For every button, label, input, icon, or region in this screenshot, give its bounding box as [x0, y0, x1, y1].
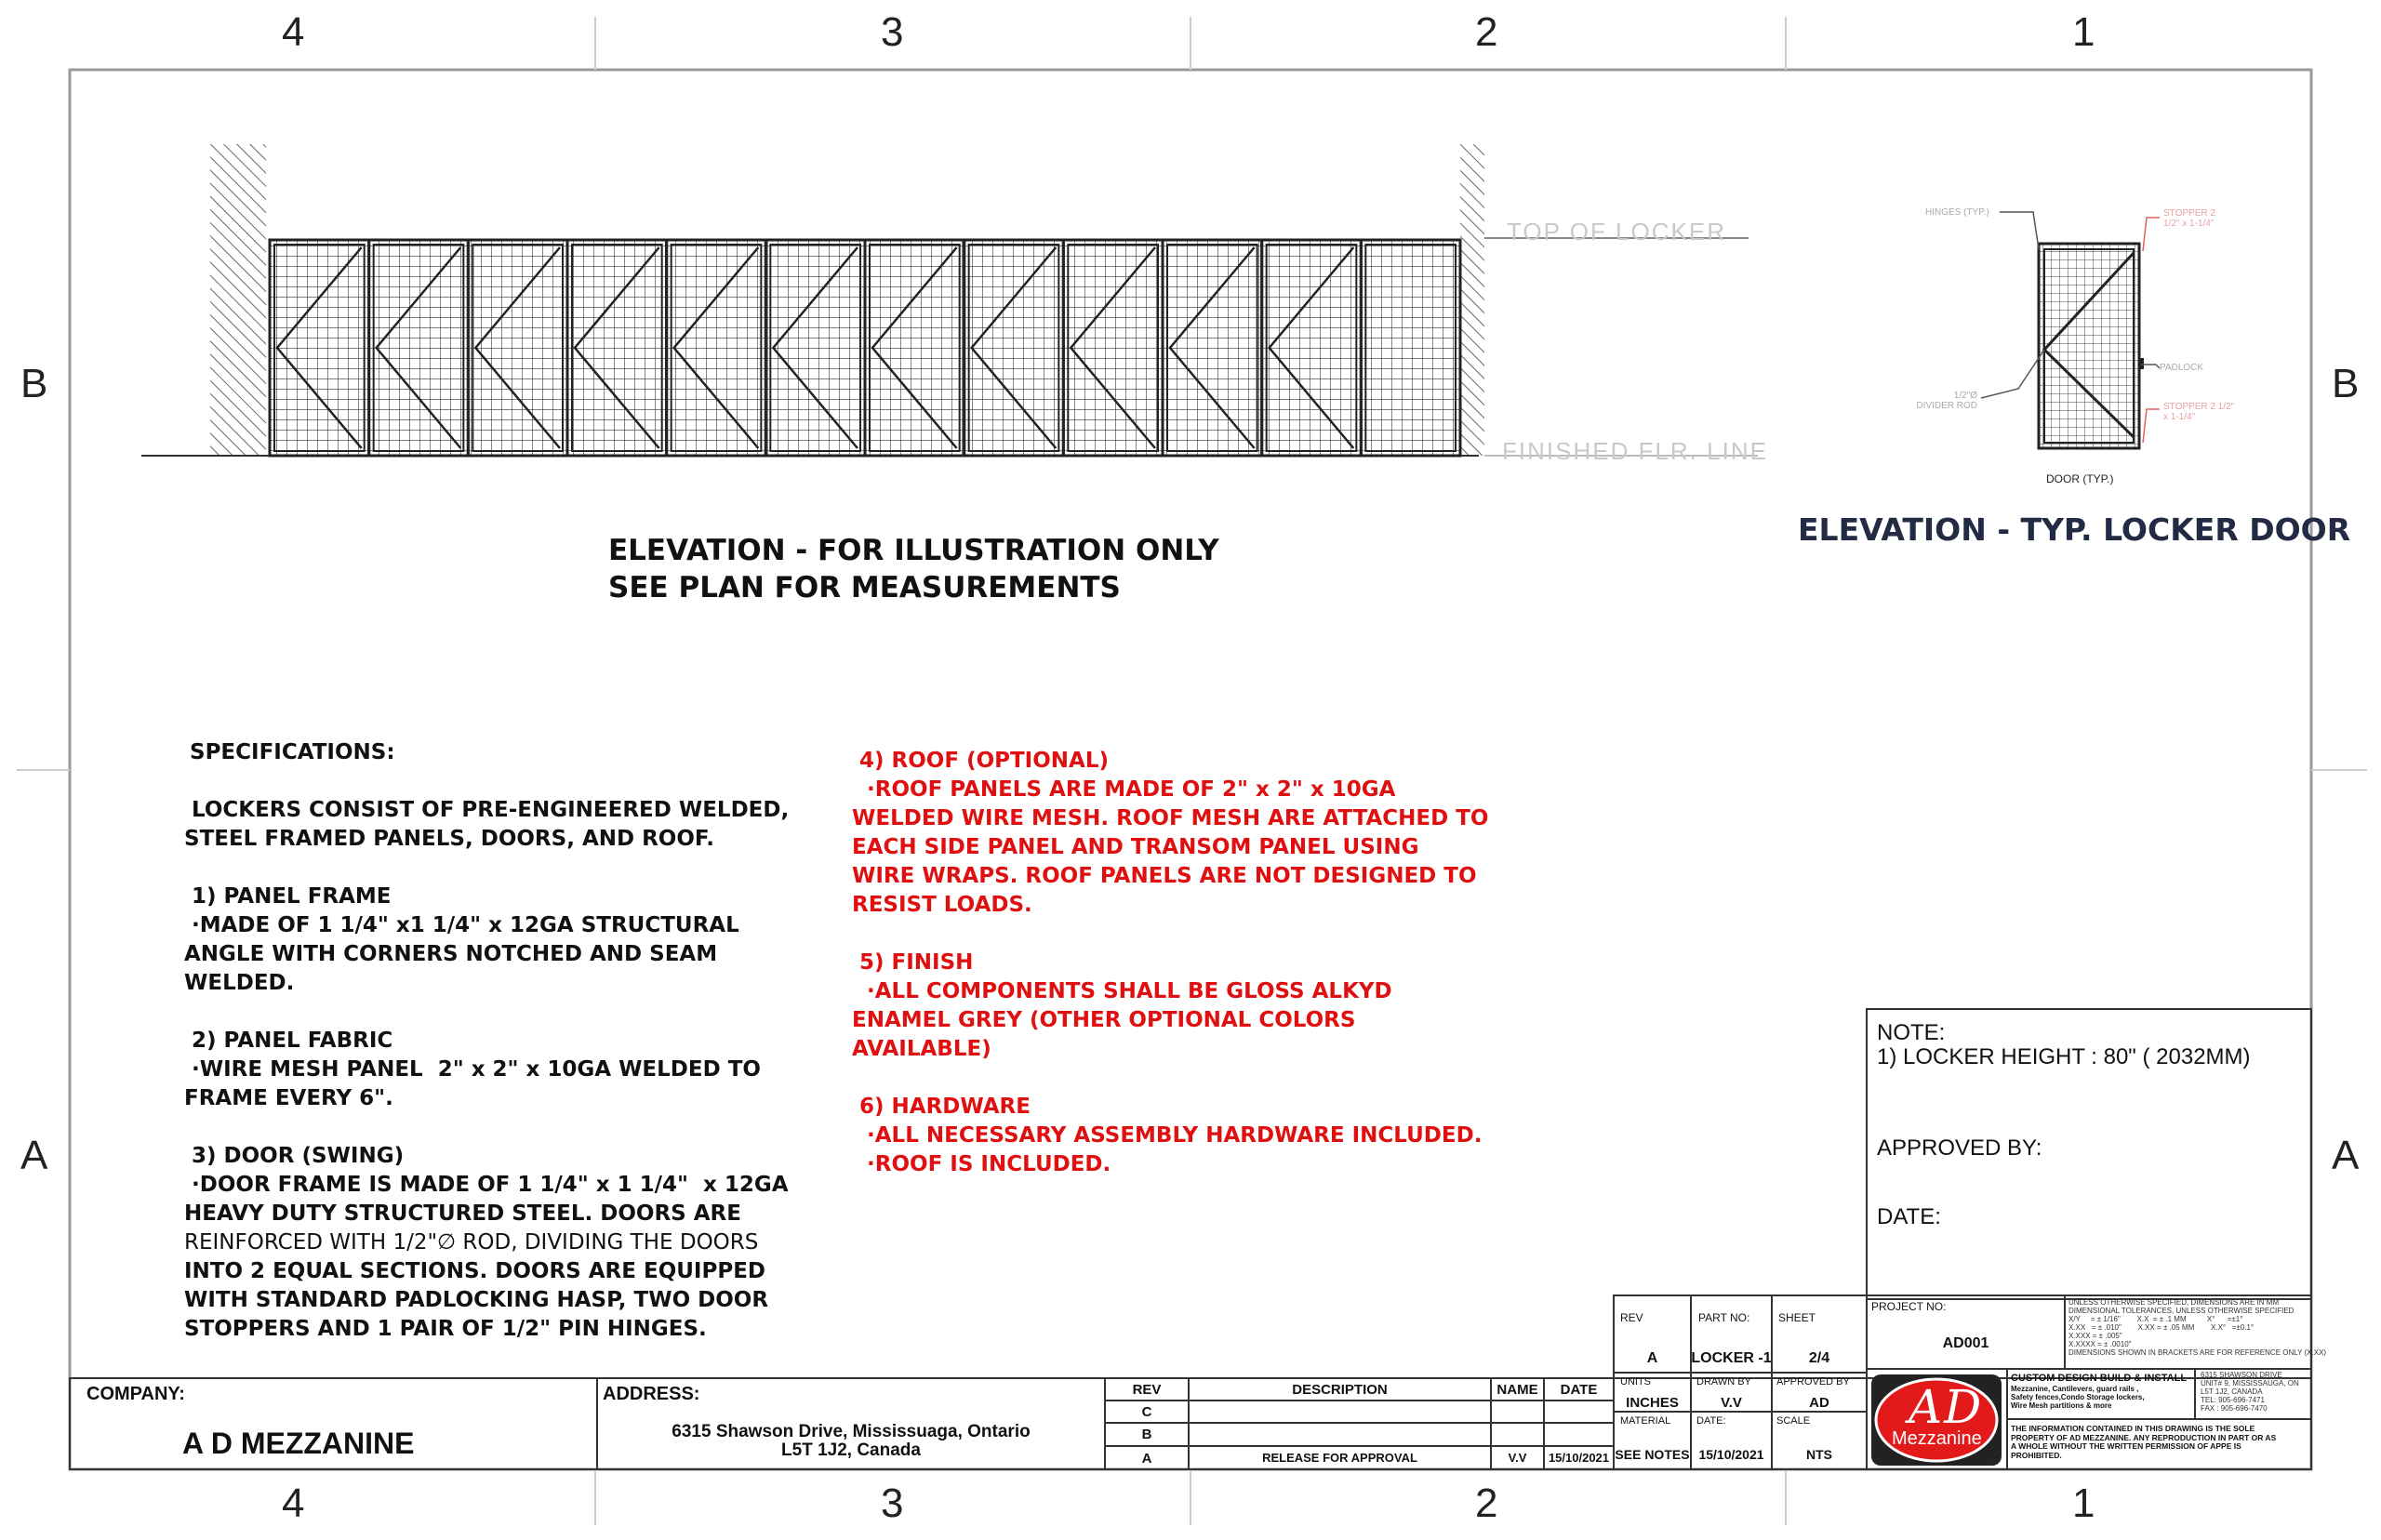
spec-4-line3: EACH SIDE PANEL AND TRANSOM PANEL USING	[852, 835, 1419, 859]
rev-c: C	[1141, 1404, 1152, 1420]
firm-address	[2201, 1371, 2299, 1413]
units-value: INCHES	[1626, 1395, 1679, 1411]
rev-value: A	[1646, 1350, 1658, 1366]
firm-services	[2011, 1373, 2187, 1410]
divider-rod-label	[1912, 391, 1977, 411]
drawn-by-value: V.V	[1721, 1395, 1742, 1411]
locker-panel	[964, 240, 1064, 456]
stopper-top-line2: 1/2" x 1-1/4"	[2163, 219, 2215, 229]
scale-value: NTS	[1806, 1447, 1832, 1462]
firm-address-line-5: FAX : 905-696-7470	[2201, 1404, 2268, 1413]
rev-a-name: V.V	[1508, 1451, 1527, 1465]
ownership-disclaimer	[2011, 1425, 2276, 1460]
locker-panel	[667, 240, 766, 456]
tolerance-line-1: UNLESS OTHERWISE SPECIFIED, DIMENSIONS ARE IN MM	[2068, 1298, 2280, 1307]
spec-2-line1: ·WIRE MESH PANEL 2" x 2" x 10GA WELDED TO	[184, 1057, 761, 1082]
spec-5-line3: AVAILABLE)	[852, 1037, 991, 1061]
project-no-label: PROJECT NO:	[1871, 1300, 1947, 1313]
spec-intro-1: LOCKERS CONSIST OF PRE-ENGINEERED WELDED,	[184, 798, 790, 822]
zone-label-b-left: B	[20, 361, 48, 406]
address-label: ADDRESS:	[603, 1384, 700, 1404]
elevation-title-line2: SEE PLAN FOR MEASUREMENTS	[608, 571, 1121, 604]
rev-a-description: RELEASE FOR APPROVAL	[1262, 1451, 1417, 1465]
zone-label-4-bottom: 4	[282, 1480, 305, 1526]
rev-table-header-name: NAME	[1496, 1382, 1538, 1398]
units-label: UNITS	[1620, 1376, 1651, 1387]
spec-6-line1: ·ALL NECESSARY ASSEMBLY HARDWARE INCLUDED.	[852, 1123, 1483, 1148]
tolerance-line-4: X.XX = ± .010" X.XX = ± .05 MM X.X° =±0.1°	[2068, 1323, 2255, 1332]
firm-address-line-4: TEL: 905-696-7471	[2201, 1396, 2265, 1404]
divider-rod-line1: 1/2"Ø	[1953, 391, 1977, 401]
tolerance-block	[2068, 1298, 2326, 1357]
locker-panel	[270, 240, 369, 456]
spec-1-line2: ANGLE WITH CORNERS NOTCHED AND SEAM	[184, 942, 718, 966]
spec-3-title: 3) DOOR (SWING)	[184, 1144, 405, 1168]
part-no-label: PART NO:	[1698, 1311, 1750, 1324]
project-no-value: AD001	[1942, 1335, 1989, 1351]
address-line-1: 6315 Shawson Drive, Mississuaga, Ontario	[672, 1422, 1031, 1441]
rev-label: REV	[1620, 1311, 1643, 1324]
spec-5-line2: ENAMEL GREY (OTHER OPTIONAL COLORS	[852, 1008, 1356, 1032]
approval-date-label: DATE:	[1877, 1204, 1941, 1229]
scale-label: SCALE	[1776, 1415, 1811, 1427]
company-address	[597, 1423, 1105, 1460]
spec-1-line1: ·MADE OF 1 1/4" x1 1/4" x 12GA STRUCTURAL	[184, 913, 739, 937]
spec-3-line4: INTO 2 EQUAL SECTIONS. DOORS ARE EQUIPPED	[184, 1259, 765, 1283]
stopper-bottom-line2: x 1-1/4"	[2163, 412, 2196, 422]
date-value: 15/10/2021	[1698, 1447, 1764, 1462]
spec-3-line6: STOPPERS AND 1 PAIR OF 1/2" PIN HINGES.	[184, 1317, 707, 1341]
tolerance-line-6: X.XXXX = ± .0010"	[2068, 1340, 2132, 1348]
spec-1-title: 1) PANEL FRAME	[184, 884, 392, 909]
spec-1-line3: WELDED.	[184, 971, 295, 995]
rev-a-date: 15/10/2021	[1548, 1451, 1610, 1465]
right-wall-hatch	[1460, 144, 1484, 456]
sheet-label: SHEET	[1778, 1311, 1816, 1324]
date-label: DATE:	[1696, 1415, 1726, 1427]
spec-3-line5: WITH STANDARD PADLOCKING HASP, TWO DOOR	[184, 1288, 769, 1312]
locker-panel	[468, 240, 567, 456]
part-no-value: LOCKER -1	[1691, 1350, 1772, 1366]
address-line-2: L5T 1J2, Canada	[781, 1440, 921, 1460]
spec-5-title: 5) FINISH	[852, 950, 974, 975]
drawn-by-label: DRAWN BY	[1696, 1376, 1751, 1387]
zone-label-3-bottom: 3	[881, 1480, 904, 1526]
elevation-title-line1: ELEVATION - FOR ILLUSTRATION ONLY	[608, 534, 1219, 567]
locker-panel	[1262, 240, 1362, 456]
typical-door-drawing	[1981, 212, 2160, 448]
padlock-label: PADLOCK	[2160, 363, 2204, 373]
tolerance-line-7: DIMENSIONS SHOWN IN BRACKETS ARE FOR REFERENCE ONLY (X.XX)	[2068, 1348, 2327, 1357]
rev-table-header-rev: REV	[1132, 1382, 1162, 1398]
locker-panel	[765, 240, 865, 456]
spec-4-line4: WIRE WRAPS. ROOF PANELS ARE NOT DESIGNED TO	[852, 864, 1477, 888]
zone-label-1-top: 1	[2072, 9, 2095, 55]
finished-floor-label: FINISHED FLR. LINE	[1502, 437, 1768, 465]
company-label: COMPANY:	[86, 1384, 185, 1404]
elevation-title	[608, 532, 1219, 606]
hinges-label: HINGES (TYP.)	[1925, 207, 1989, 218]
zone-label-1-bottom: 1	[2072, 1480, 2095, 1526]
approved-by-value: AD	[1809, 1395, 1829, 1411]
approved-by-label: APPROVED BY:	[1877, 1135, 2042, 1161]
firm-services-line-3: Wire Mesh partitions & more	[2011, 1401, 2112, 1410]
firm-services-line-2: Safety fences,Condo Storage lockers,	[2011, 1393, 2145, 1401]
note-heading: NOTE:	[1877, 1020, 1946, 1045]
left-wall-hatch	[210, 144, 266, 456]
tolerance-line-2: DIMENSIONAL TOLERANCES, UNLESS OTHERWISE SPECIFIED	[2068, 1307, 2295, 1315]
approved-by-header: APPROVED BY	[1776, 1376, 1850, 1387]
spec-3-line3: REINFORCED WITH 1/2"∅ ROD, DIVIDING THE DOORS	[184, 1230, 759, 1255]
material-value: SEE NOTES	[1615, 1447, 1690, 1462]
disclaimer-line-3: A WHOLE WITHOUT THE WRITTEN PERMISSION OF APPE IS	[2011, 1441, 2241, 1451]
spec-2-line2: FRAME EVERY 6".	[184, 1086, 393, 1110]
zone-label-2-bottom: 2	[1475, 1480, 1498, 1526]
rev-a: A	[1141, 1451, 1152, 1467]
spec-4-line1: ·ROOF PANELS ARE MADE OF 2" x 2" x 10GA	[852, 777, 1396, 802]
logo-ad-text: AD	[1909, 1380, 1984, 1434]
locker-panel	[369, 240, 469, 456]
firm-address-line-2: UNIT# 9, MISSISSAUGA, ON	[2201, 1379, 2299, 1387]
locker-panel	[1163, 240, 1262, 456]
spec-4-line5: RESIST LOADS.	[852, 893, 1032, 917]
stopper-top-label	[2163, 208, 2215, 229]
disclaimer-line-4: PROHIBITED.	[2011, 1450, 2062, 1460]
locker-panel	[1063, 240, 1163, 456]
locker-panel	[865, 240, 964, 456]
spec-intro-2: STEEL FRAMED PANELS, DOORS, AND ROOF.	[184, 827, 714, 851]
disclaimer-line-1: THE INFORMATION CONTAINED IN THIS DRAWING IS THE SOLE	[2011, 1424, 2255, 1433]
spec-6-line2: ·ROOF IS INCLUDED.	[852, 1152, 1111, 1176]
stopper-top-line1: STOPPER 2	[2163, 208, 2215, 219]
specifications-right	[852, 747, 1488, 1179]
spec-6-title: 6) HARDWARE	[852, 1095, 1031, 1119]
material-label: MATERIAL	[1620, 1415, 1671, 1427]
firm-address-line-1: 6315 SHAWSON DRIVE	[2201, 1371, 2282, 1379]
zone-label-3-top: 3	[881, 9, 904, 55]
spec-4-line2: WELDED WIRE MESH. ROOF MESH ARE ATTACHED TO	[852, 806, 1489, 830]
spec-heading: SPECIFICATIONS:	[190, 740, 395, 764]
locker-panels	[270, 240, 1460, 456]
door-caption: DOOR (TYP.)	[2046, 472, 2114, 485]
rev-table-header-date: DATE	[1560, 1382, 1598, 1398]
door-elevation-title: ELEVATION - TYP. LOCKER DOOR	[1798, 511, 2351, 548]
disclaimer-line-2: PROPERTY OF AD MEZZANINE. ANY REPRODUCTION IN PART OR AS	[2011, 1432, 2277, 1442]
zone-label-b-right: B	[2332, 361, 2360, 406]
divider-rod-line2: DIVIDER ROD	[1916, 401, 1977, 411]
spec-3-line1: ·DOOR FRAME IS MADE OF 1 1/4" x 1 1/4" x 12GA	[184, 1173, 789, 1197]
top-of-locker-label: TOP OF LOCKER	[1507, 218, 1726, 246]
zone-label-a-right: A	[2332, 1133, 2360, 1178]
zone-label-4-top: 4	[282, 9, 305, 55]
firm-address-line-3: L5T 1J2, CANADA	[2201, 1387, 2263, 1396]
firm-services-line-1: Mezzanine, Cantilevers, guard rails ,	[2011, 1385, 2139, 1393]
spec-5-line1: ·ALL COMPONENTS SHALL BE GLOSS ALKYD	[852, 979, 1392, 1003]
notes-box	[1877, 1021, 2251, 1069]
note-line-1: 1) LOCKER HEIGHT : 80" ( 2032MM)	[1877, 1044, 2251, 1069]
tolerance-line-5: X.XXX = ± .005"	[2068, 1332, 2122, 1340]
zone-label-a-left: A	[20, 1133, 48, 1178]
rev-table-header-description: DESCRIPTION	[1292, 1382, 1388, 1398]
spec-4-title: 4) ROOF (OPTIONAL)	[852, 749, 1109, 773]
company-name: A D MEZZANINE	[182, 1427, 415, 1460]
locker-panel	[1361, 240, 1460, 456]
rev-b: B	[1141, 1427, 1152, 1442]
stopper-bottom-label	[2163, 402, 2234, 422]
locker-panel	[567, 240, 667, 456]
stopper-bottom-line1: STOPPER 2 1/2"	[2163, 402, 2235, 412]
firm-services-heading: CUSTOM DESIGN BUILD & INSTALL	[2011, 1373, 2188, 1384]
specifications-left	[184, 738, 789, 1344]
spec-3-line2: HEAVY DUTY STRUCTURED STEEL. DOORS ARE	[184, 1201, 741, 1226]
zone-label-2-top: 2	[1475, 9, 1498, 55]
logo-mezzanine-text: Mezzanine	[1892, 1428, 1982, 1449]
sheet-value: 2/4	[1808, 1350, 1830, 1366]
tolerance-line-3: X/Y = ± 1/16" X.X = ± .1 MM X° =±1°	[2068, 1315, 2243, 1323]
spec-2-title: 2) PANEL FABRIC	[184, 1029, 393, 1053]
